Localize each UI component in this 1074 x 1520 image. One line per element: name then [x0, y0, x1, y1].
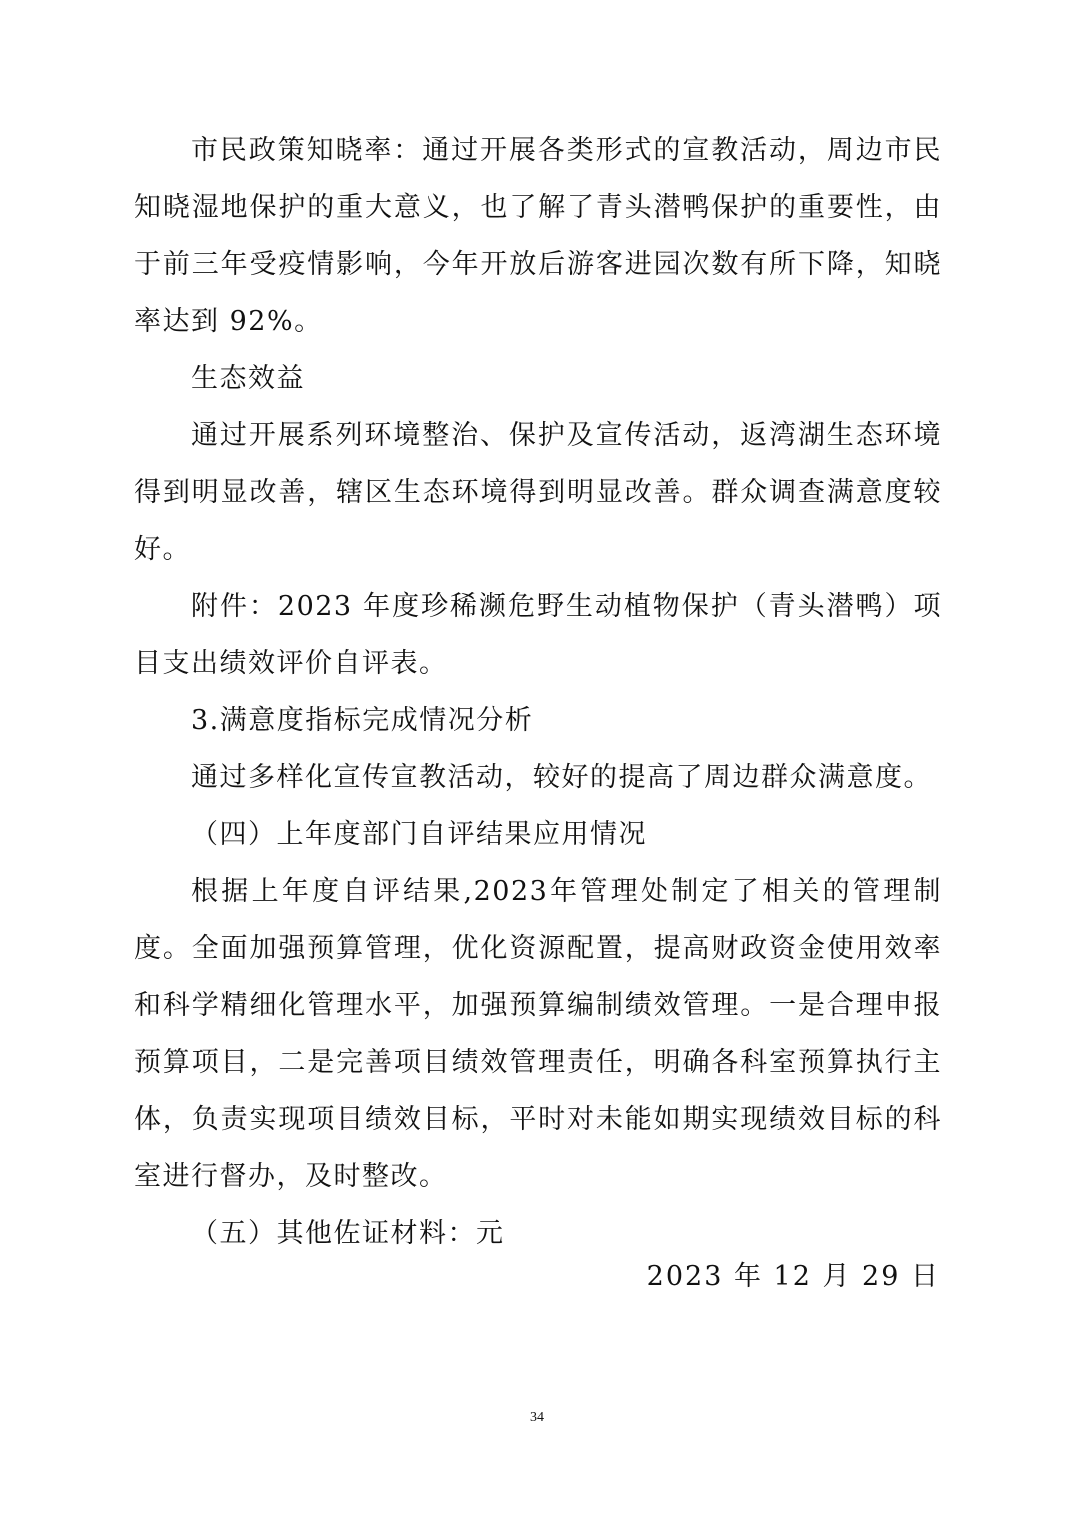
heading-other-materials: （五）其他佐证材料：元 [191, 1218, 505, 1249]
paragraph-satisfaction-analysis: 通过多样化宣传宣教活动，较好的提高了周边群众满意度。 [191, 762, 932, 793]
paragraph-previous-year-results: 根据上年度自评结果,2023年管理处制定了相关的管理制度。全面加强预算管理，优化资源配置，提高财政资金使用效率和科学精细化管理水平，加强预算编制绩效管理。一是合理申报预算项目，二是完善项目绩效管理责任，明确各科室预算执行主体，负责实现项目绩效目标，平时对未能如期实现绩效目标的科室进行督办，及时整改。 [134, 876, 942, 1192]
paragraph-ecological-benefit: 通过开展系列环境整治、保护及宣传活动，返湾湖生态环境得到明显改善，辖区生态环境得到明显改善。群众调查满意度较好。 [134, 420, 942, 565]
document-date: 2023 年 12 月 29 日 [646, 1261, 940, 1292]
heading-satisfaction-analysis: 3.满意度指标完成情况分析 [191, 705, 534, 736]
heading-previous-year-results: （四）上年度部门自评结果应用情况 [191, 819, 647, 850]
paragraph-attachment: 附件：2023 年度珍稀濒危野生动植物保护（青头潜鸭）项目支出绩效评价自评表。 [134, 591, 942, 679]
document-body [134, 122, 942, 1262]
page-number: 34 [530, 1410, 544, 1425]
paragraph-policy-awareness: 市民政策知晓率：通过开展各类形式的宣教活动，周边市民知晓湿地保护的重大意义，也了解了青头潜鸭保护的重要性，由于前三年受疫情影响，今年开放后游客进园次数有所下降，知晓率达到 92%。 [134, 135, 942, 337]
heading-ecological-benefit: 生态效益 [191, 363, 305, 394]
